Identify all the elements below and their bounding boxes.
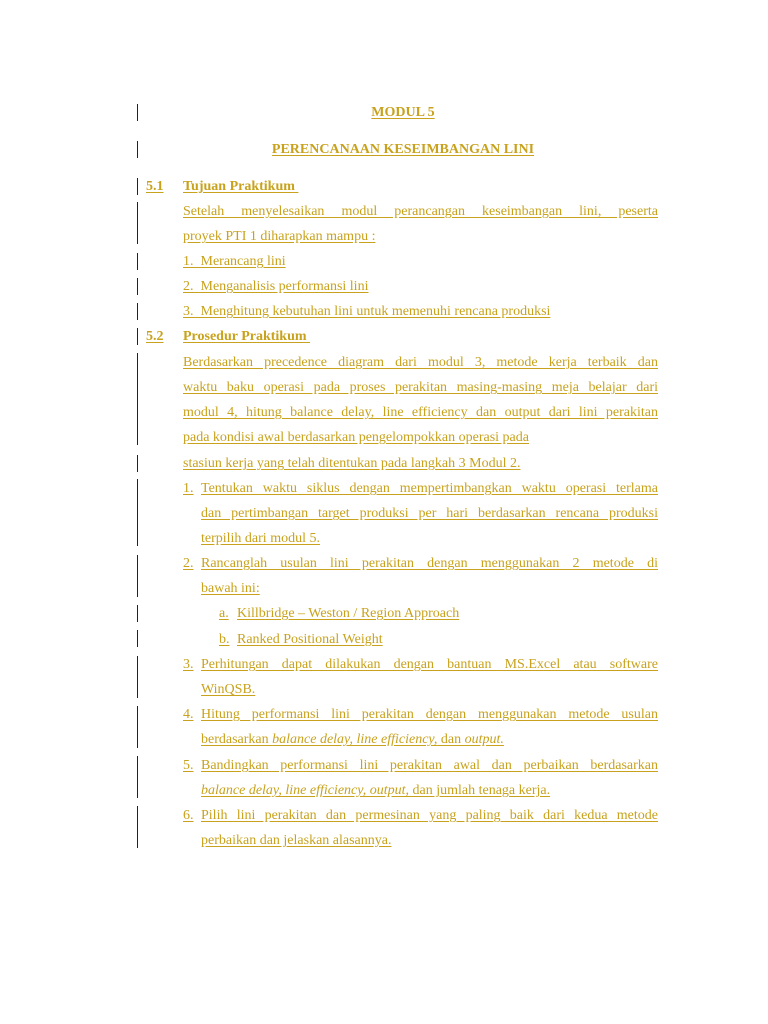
step-text: berdasarkan: [201, 732, 273, 747]
step-text: Bandingkan performansi lini perakitan awal dan perbaikan berdasarkan: [201, 758, 658, 773]
section-heading: [146, 328, 310, 346]
step-continuation: WinQSB.: [201, 682, 256, 697]
section-number: 5.1: [146, 179, 164, 194]
step-continuation: dan pertimbangan target produksi per hari berdasarkan rencana produksi: [201, 506, 658, 521]
step-continuation: [201, 731, 658, 749]
change-bar: [137, 630, 138, 647]
sub-text: Ranked Positional Weight: [237, 632, 383, 647]
step-text: dan: [437, 732, 465, 747]
section-title: Prosedur Praktikum: [183, 329, 307, 344]
change-bar: [137, 756, 138, 798]
sub-item: [219, 605, 459, 623]
step-continuation: bawah ini:: [201, 581, 260, 596]
step-number: 2.: [183, 556, 194, 571]
section-heading: [146, 178, 298, 196]
change-bar: [137, 353, 138, 445]
list-number: 2.: [183, 279, 194, 294]
change-bar: [137, 806, 138, 848]
paragraph-line: pada kondisi awal berdasarkan pengelompokkan operasi pada: [183, 430, 529, 445]
list-number: 1.: [183, 254, 194, 269]
step-number: 4.: [183, 707, 194, 722]
change-bar: [137, 706, 138, 748]
change-bar: [137, 656, 138, 698]
step-text: Rancanglah usulan lini perakitan dengan menggunakan 2 metode di: [201, 556, 658, 571]
sub-item: [219, 631, 383, 649]
step-term: balance delay, line efficiency, output,: [201, 783, 409, 798]
paragraph-line: Berdasarkan precedence diagram dari modul 3, metode kerja terbaik dan: [183, 355, 658, 370]
change-bar: [137, 479, 138, 546]
step-continuation: terpilih dari modul 5.: [201, 531, 320, 546]
module-title: MODUL 5: [371, 105, 435, 120]
step-item: [183, 480, 658, 498]
step-term: balance delay, line efficiency,: [272, 732, 438, 747]
step-text: Tentukan waktu siklus dengan mempertimbangkan waktu operasi terlama: [201, 481, 658, 496]
step-item: [183, 807, 658, 825]
paragraph-line: stasiun kerja yang telah ditentukan pada langkah 3 Modul 2.: [183, 456, 521, 471]
paragraph-line: modul 4, hitung balance delay, line efficiency dan output dari lini perakitan: [183, 405, 658, 420]
step-text: Hitung performansi lini perakitan dengan menggunakan metode usulan: [201, 707, 658, 722]
change-bar: [137, 303, 138, 320]
step-item: [183, 656, 658, 674]
change-bar: [137, 178, 138, 195]
sub-letter: a.: [219, 606, 229, 621]
sub-text: Killbridge – Weston / Region Approach: [237, 606, 460, 621]
paragraph-line: proyek PTI 1 diharapkan mampu :: [183, 229, 376, 244]
list-item: [183, 253, 658, 271]
sub-letter: b.: [219, 632, 230, 647]
list-text: Menganalisis performansi lini: [200, 279, 369, 294]
step-text: Perhitungan dapat dilakukan dengan bantuan MS.Excel atau software: [201, 657, 658, 672]
list-number: 3.: [183, 304, 194, 319]
change-bar: [137, 328, 138, 345]
step-number: 5.: [183, 758, 194, 773]
step-text: Pilih lini perakitan dan permesinan yang paling baik dari kedua metode: [201, 808, 658, 823]
section-title: Tujuan Praktikum: [183, 179, 295, 194]
paragraph-line: Setelah menyelesaikan modul perancangan keseimbangan lini, peserta: [183, 204, 658, 219]
change-bar: [137, 278, 138, 295]
change-bar: [137, 605, 138, 622]
step-continuation: [201, 782, 658, 800]
list-item: [183, 278, 658, 296]
step-number: 3.: [183, 657, 194, 672]
step-text: dan jumlah tenaga kerja.: [409, 783, 551, 798]
section-number: 5.2: [146, 329, 164, 344]
change-bar: [137, 253, 138, 270]
step-item: [183, 706, 658, 724]
module-subtitle: PERENCANAAN KESEIMBANGAN LINI: [271, 142, 535, 157]
change-bar: [137, 455, 138, 472]
list-item: [183, 303, 658, 321]
paragraph-line: waktu baku operasi pada proses perakitan masing-masing meja belajar dari: [183, 380, 658, 395]
step-number: 6.: [183, 808, 194, 823]
step-item: [183, 555, 658, 573]
step-term: output.: [464, 732, 504, 747]
list-text: Menghitung kebutuhan lini untuk memenuhi rencana produksi: [200, 304, 551, 319]
step-number: 1.: [183, 481, 194, 496]
list-text: Merancang lini: [200, 254, 286, 269]
step-continuation: perbaikan dan jelaskan alasannya.: [201, 833, 392, 848]
change-bar: [137, 555, 138, 597]
step-item: [183, 757, 658, 775]
change-bar: [137, 202, 138, 244]
